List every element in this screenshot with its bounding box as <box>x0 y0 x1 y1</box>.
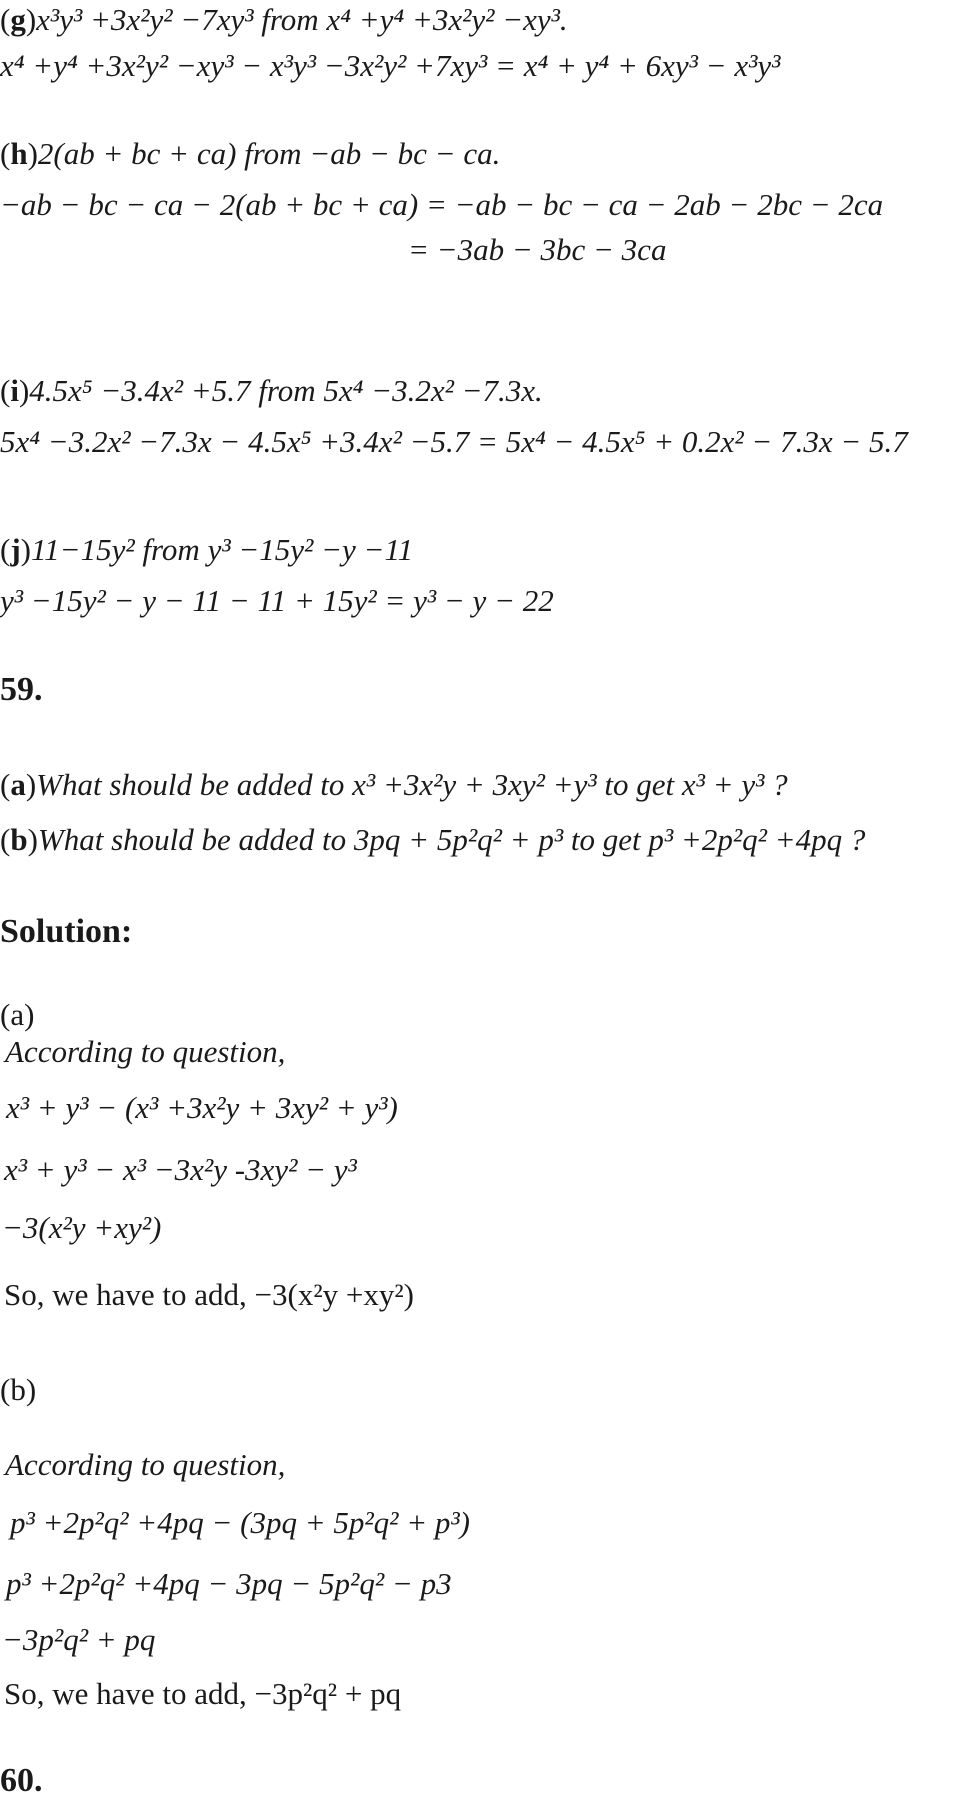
solution-a-label: (a) <box>0 997 35 1032</box>
solution-a-conclusion: So, we have to add, −3(x²y +xy²) <box>4 1277 414 1312</box>
part-i-work: 5x⁴ −3.2x² −7.3x − 4.5x⁵ +3.4x² −5.7 = 5x⁴ − 4.5x⁵ + 0.2x² − 7.3x − 5.7 <box>0 424 908 459</box>
question-59-number: 59. <box>0 671 43 708</box>
part-h-question: (h)2(ab + bc + ca) from −ab − bc − ca. <box>0 136 501 171</box>
part-i-label: i <box>10 373 19 408</box>
part-j-question-text: 11−15y² from y³ −15y² −y −11 <box>30 532 414 567</box>
part-g-question: (g)x³y³ +3x²y² −7xy³ from x⁴ +y⁴ +3x²y² −xy³. <box>0 2 568 37</box>
part-g-question-text: x³y³ +3x²y² −7xy³ from x⁴ +y⁴ +3x²y² −xy³. <box>36 2 568 37</box>
q59-part-b: (b)What should be added to 3pq + 5p²q² + p³ to get p³ +2p²q² +4pq ? <box>0 822 866 857</box>
part-i-question-text: 4.5x⁵ −3.4x² +5.7 from 5x⁴ −3.2x² −7.3x. <box>29 373 543 408</box>
q59-part-b-label: b <box>10 822 28 857</box>
solution-b-step-1: p³ +2p²q² +4pq − (3pq + 5p²q² + p³) <box>10 1505 471 1540</box>
solution-a-step-2: x³ + y³ − x³ −3x²y -3xy² − y³ <box>4 1152 357 1187</box>
part-j-question: (j)11−15y² from y³ −15y² −y −11 <box>0 532 414 567</box>
solution-heading: Solution: <box>0 913 133 950</box>
solution-a-step-1: x³ + y³ − (x³ +3x²y + 3xy² + y³) <box>6 1090 398 1125</box>
part-h-label: h <box>10 136 28 171</box>
question-60-number: 60. <box>0 1762 43 1799</box>
part-i-question: (i)4.5x⁵ −3.4x² +5.7 from 5x⁴ −3.2x² −7.3x. <box>0 373 543 408</box>
part-j-label: j <box>10 532 21 567</box>
part-g-work: x⁴ +y⁴ +3x²y² −xy³ − x³y³ −3x²y² +7xy³ = x⁴ + y⁴ + 6xy³ − x³y³ <box>0 48 781 83</box>
q59-part-a-text: What should be added to x³ +3x²y + 3xy² +y³ to get x³ + y³ ? <box>36 767 788 802</box>
solution-b-intro: According to question, <box>5 1447 286 1482</box>
q59-part-a-label: a <box>10 767 26 802</box>
part-j-work: y³ −15y² − y − 11 − 11 + 15y² = y³ − y − 22 <box>0 583 554 618</box>
part-h-work-2: = −3ab − 3bc − 3ca <box>408 232 667 267</box>
part-h-work-1: −ab − bc − ca − 2(ab + bc + ca) = −ab − bc − ca − 2ab − 2bc − 2ca <box>0 187 884 222</box>
solution-b-conclusion: So, we have to add, −3p²q² + pq <box>4 1676 402 1711</box>
solution-a-intro: According to question, <box>5 1034 286 1069</box>
solution-b-step-2: p³ +2p²q² +4pq − 3pq − 5p²q² − p3 <box>6 1566 452 1601</box>
part-h-question-text: 2(ab + bc + ca) from −ab − bc − ca. <box>37 136 501 171</box>
solution-b-label: (b) <box>0 1372 37 1407</box>
part-g-label: g <box>10 2 26 37</box>
solution-b-step-3: −3p²q² + pq <box>2 1622 156 1657</box>
q59-part-a: (a)What should be added to x³ +3x²y + 3xy² +y³ to get x³ + y³ ? <box>0 767 788 802</box>
solution-a-step-3: −3(x²y +xy²) <box>2 1210 162 1245</box>
q59-part-b-text: What should be added to 3pq + 5p²q² + p³ to get p³ +2p²q² +4pq ? <box>37 822 866 857</box>
